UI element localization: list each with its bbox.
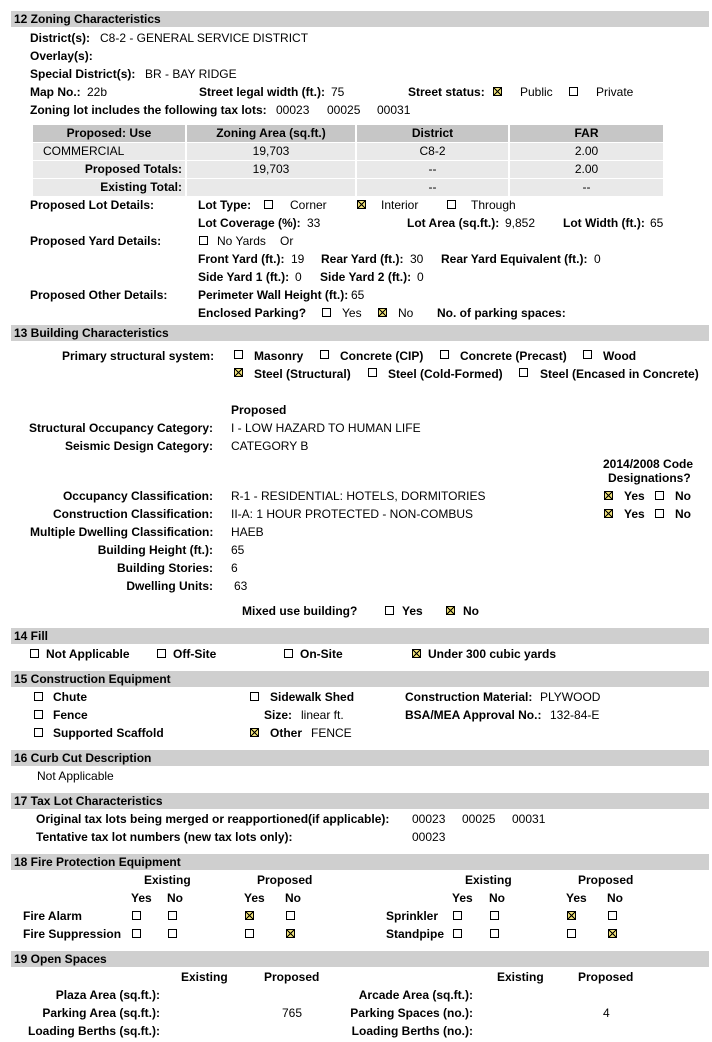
loading-berths-no-label: Loading Berths (no.): bbox=[351, 1024, 473, 1038]
suppression-proposed-yes[interactable] bbox=[245, 929, 254, 938]
open-existing-heading: Existing bbox=[497, 970, 544, 984]
table-header: District bbox=[357, 125, 508, 142]
section-header-tax-lot: 17 Tax Lot Characteristics bbox=[11, 793, 709, 809]
table-cell: Existing Total: bbox=[33, 179, 185, 196]
steel-cold-checkbox[interactable] bbox=[368, 368, 377, 377]
construction-yes-checkbox[interactable] bbox=[604, 509, 613, 518]
lot-details-label: Proposed Lot Details: bbox=[30, 198, 155, 212]
parking-spaces-label: Parking Spaces (no.): bbox=[350, 1006, 473, 1020]
corner-checkbox[interactable] bbox=[264, 200, 273, 209]
fire-suppression-label: Fire Suppression bbox=[23, 927, 122, 941]
rear-yard-eq-value: 0 bbox=[594, 252, 601, 266]
fire-alarm-label: Fire Alarm bbox=[23, 909, 82, 923]
original-lots-label: Original tax lots being merged or reapportioned(if applicable): bbox=[36, 812, 390, 826]
fence-checkbox[interactable] bbox=[34, 710, 43, 719]
section-header-construction-equipment: 15 Construction Equipment bbox=[11, 671, 709, 687]
through-label: Through bbox=[471, 198, 516, 212]
occupancy-no-checkbox[interactable] bbox=[655, 491, 664, 500]
private-label: Private bbox=[596, 85, 634, 99]
sidewalk-shed-checkbox[interactable] bbox=[250, 692, 259, 701]
construction-no-label: No bbox=[675, 507, 691, 521]
table-cell bbox=[187, 179, 355, 196]
occupancy-yes-label: Yes bbox=[624, 489, 645, 503]
yard-details-label: Proposed Yard Details: bbox=[30, 234, 162, 248]
table-header: FAR bbox=[510, 125, 663, 142]
cut-off-text bbox=[0, 0, 712, 6]
table-cell: -- bbox=[357, 179, 508, 196]
tax-lots-label: Zoning lot includes the following tax lots: bbox=[30, 103, 267, 117]
steel-structural-label: Steel (Structural) bbox=[254, 367, 351, 381]
steel-structural-checkbox[interactable] bbox=[234, 368, 243, 377]
section-header-open-spaces: 19 Open Spaces bbox=[11, 951, 709, 967]
sprinkler-label: Sprinkler bbox=[386, 909, 439, 923]
enclosed-yes-label: Yes bbox=[342, 306, 362, 320]
or-label: Or bbox=[280, 234, 294, 248]
parking-area-label: Parking Area (sq.ft.): bbox=[42, 1006, 160, 1020]
mixed-no-label: No bbox=[463, 604, 479, 618]
no-yards-checkbox[interactable] bbox=[199, 236, 208, 245]
interior-label: Interior bbox=[381, 198, 419, 212]
lot-coverage-label: Lot Coverage (%): bbox=[198, 216, 301, 230]
fire-no-heading: No bbox=[167, 891, 183, 905]
lot-area-value: 9,852 bbox=[505, 216, 536, 230]
perimeter-wall-label: Perimeter Wall Height (ft.): bbox=[198, 288, 349, 302]
side-yard-2-value: 0 bbox=[417, 270, 424, 284]
table-header: Zoning Area (sq.ft.) bbox=[187, 125, 355, 142]
tentative-lots-label: Tentative tax lot numbers (new tax lots only): bbox=[36, 830, 293, 844]
suppression-existing-no[interactable] bbox=[168, 929, 177, 938]
concrete-cip-checkbox[interactable] bbox=[320, 350, 329, 359]
fire-no-heading: No bbox=[489, 891, 505, 905]
wood-checkbox[interactable] bbox=[583, 350, 592, 359]
table-cell: COMMERCIAL bbox=[33, 143, 185, 160]
construction-class-label: Construction Classification: bbox=[52, 507, 213, 521]
suppression-proposed-no[interactable] bbox=[286, 929, 295, 938]
original-lot: 00025 bbox=[462, 812, 496, 826]
occupancy-value: R-1 - RESIDENTIAL: HOTELS, DORMITORIES bbox=[231, 489, 486, 503]
sprinkler-existing-no[interactable] bbox=[490, 911, 499, 920]
multiple-dwelling-value: HAEB bbox=[231, 525, 264, 539]
chute-label: Chute bbox=[53, 690, 87, 704]
table-cell: -- bbox=[510, 179, 663, 196]
other-checkbox[interactable] bbox=[250, 728, 259, 737]
construction-no-checkbox[interactable] bbox=[655, 509, 664, 518]
overlay-label: Overlay(s): bbox=[30, 49, 93, 63]
table-cell: C8-2 bbox=[357, 143, 508, 160]
original-lot: 00023 bbox=[412, 812, 446, 826]
open-existing-heading: Existing bbox=[181, 970, 228, 984]
fill-under300-label: Under 300 cubic yards bbox=[428, 647, 557, 661]
fire-yes-heading: Yes bbox=[452, 891, 473, 905]
seismic-label: Seismic Design Category: bbox=[64, 439, 213, 453]
fill-offsite-checkbox[interactable] bbox=[157, 649, 166, 658]
fill-under300-checkbox[interactable] bbox=[412, 649, 421, 658]
districts-label: District(s): bbox=[30, 31, 91, 45]
fence-label: Fence bbox=[53, 708, 88, 722]
masonry-label: Masonry bbox=[254, 349, 304, 363]
open-proposed-heading: Proposed bbox=[264, 970, 320, 984]
lot-type-label: Lot Type: bbox=[198, 198, 252, 212]
other-label: Other bbox=[270, 726, 303, 740]
plaza-area-label: Plaza Area (sq.ft.): bbox=[55, 988, 160, 1002]
rear-yard-label: Rear Yard (ft.): bbox=[321, 252, 404, 266]
bsa-approval-label: BSA/MEA Approval No.: bbox=[405, 708, 542, 722]
fire-proposed-heading: Proposed bbox=[578, 873, 634, 887]
fire-proposed-heading: Proposed bbox=[257, 873, 313, 887]
mixed-use-label: Mixed use building? bbox=[242, 604, 358, 618]
bsa-approval-value: 132-84-E bbox=[550, 708, 600, 722]
concrete-cip-label: Concrete (CIP) bbox=[340, 349, 424, 363]
lot-coverage-value: 33 bbox=[307, 216, 321, 230]
public-label: Public bbox=[520, 85, 553, 99]
standpipe-existing-yes[interactable] bbox=[453, 929, 462, 938]
alarm-existing-no[interactable] bbox=[168, 911, 177, 920]
enclosed-parking-label: Enclosed Parking? bbox=[198, 306, 307, 320]
other-details-label: Proposed Other Details: bbox=[30, 288, 168, 302]
section-header-curb-cut: 16 Curb Cut Description bbox=[11, 750, 709, 766]
construction-yes-label: Yes bbox=[624, 507, 645, 521]
fire-yes-heading: Yes bbox=[566, 891, 587, 905]
public-checkbox[interactable] bbox=[493, 87, 502, 96]
occupancy-label: Occupancy Classification: bbox=[62, 489, 213, 503]
no-yards-label: No Yards bbox=[217, 234, 266, 248]
section-header-building: 13 Building Characteristics bbox=[11, 325, 709, 341]
standpipe-label: Standpipe bbox=[386, 927, 445, 941]
parking-spaces-proposed: 4 bbox=[603, 1006, 610, 1020]
table-cell: 2.00 bbox=[510, 161, 663, 178]
alarm-proposed-no[interactable] bbox=[286, 911, 295, 920]
structural-occupancy-value: I - LOW HAZARD TO HUMAN LIFE bbox=[231, 421, 421, 435]
mixed-no-checkbox[interactable] bbox=[446, 606, 455, 615]
table-cell: Proposed Totals: bbox=[33, 161, 185, 178]
street-width-label: Street legal width (ft.): bbox=[199, 85, 325, 99]
rear-yard-value: 30 bbox=[410, 252, 424, 266]
fire-yes-heading: Yes bbox=[131, 891, 152, 905]
tax-lot: 00025 bbox=[327, 103, 361, 117]
enclosed-no-label: No bbox=[398, 306, 414, 320]
other-value: FENCE bbox=[311, 726, 352, 740]
private-checkbox[interactable] bbox=[569, 87, 578, 96]
rear-yard-eq-label: Rear Yard Equivalent (ft.): bbox=[441, 252, 588, 266]
loading-berths-sqft-label: Loading Berths (sq.ft.): bbox=[28, 1024, 160, 1038]
fill-na-checkbox[interactable] bbox=[30, 649, 39, 658]
code-designations-line1: 2014/2008 Code bbox=[603, 457, 694, 471]
table-cell: 19,703 bbox=[187, 161, 355, 178]
construction-material-value: PLYWOOD bbox=[540, 690, 601, 704]
structural-occupancy-label: Structural Occupancy Category: bbox=[28, 421, 213, 435]
occupancy-yes-checkbox[interactable] bbox=[604, 491, 613, 500]
special-district-label: Special District(s): bbox=[30, 67, 136, 81]
parking-area-proposed: 765 bbox=[282, 1006, 303, 1020]
street-status-label: Street status: bbox=[408, 85, 485, 99]
arcade-area-label: Arcade Area (sq.ft.): bbox=[358, 988, 473, 1002]
fire-existing-heading: Existing bbox=[144, 873, 191, 887]
section-header-fire-protection: 18 Fire Protection Equipment bbox=[11, 854, 709, 870]
map-value: 22b bbox=[87, 85, 108, 99]
fill-onsite-checkbox[interactable] bbox=[284, 649, 293, 658]
perimeter-wall-value: 65 bbox=[351, 288, 365, 302]
street-width-value: 75 bbox=[331, 85, 345, 99]
seismic-value: CATEGORY B bbox=[231, 439, 309, 453]
section-header-zoning: 12 Zoning Characteristics bbox=[11, 11, 709, 27]
multiple-dwelling-label: Multiple Dwelling Classification: bbox=[30, 525, 214, 539]
section-header-fill: 14 Fill bbox=[11, 628, 709, 644]
fire-no-heading: No bbox=[607, 891, 623, 905]
table-header: Proposed: Use bbox=[33, 125, 185, 142]
concrete-precast-label: Concrete (Precast) bbox=[460, 349, 567, 363]
building-height-label: Building Height (ft.): bbox=[97, 543, 213, 557]
code-designations-line2: Designations? bbox=[608, 471, 691, 485]
fill-offsite-label: Off-Site bbox=[173, 647, 217, 661]
fire-existing-heading: Existing bbox=[465, 873, 512, 887]
size-value: linear ft. bbox=[301, 708, 344, 722]
map-label: Map No.: bbox=[30, 85, 81, 99]
table-cell: 2.00 bbox=[510, 143, 663, 160]
suppression-existing-yes[interactable] bbox=[132, 929, 141, 938]
lot-area-label: Lot Area (sq.ft.): bbox=[407, 216, 500, 230]
fire-no-heading: No bbox=[285, 891, 301, 905]
size-label: Size: bbox=[264, 708, 293, 722]
corner-label: Corner bbox=[290, 198, 327, 212]
original-lot: 00031 bbox=[512, 812, 546, 826]
chute-checkbox[interactable] bbox=[34, 692, 43, 701]
interior-checkbox[interactable] bbox=[357, 200, 366, 209]
special-district-value: BR - BAY RIDGE bbox=[145, 67, 237, 81]
mixed-yes-label: Yes bbox=[402, 604, 423, 618]
lot-width-label: Lot Width (ft.): bbox=[563, 216, 645, 230]
fill-na-label: Not Applicable bbox=[46, 647, 130, 661]
sprinkler-existing-yes[interactable] bbox=[453, 911, 462, 920]
alarm-proposed-yes[interactable] bbox=[245, 911, 254, 920]
table-cell: -- bbox=[357, 161, 508, 178]
side-yard-1-value: 0 bbox=[295, 270, 302, 284]
construction-material-label: Construction Material: bbox=[405, 690, 533, 704]
mixed-yes-checkbox[interactable] bbox=[385, 606, 394, 615]
tentative-lot: 00023 bbox=[412, 830, 446, 844]
steel-encased-checkbox[interactable] bbox=[519, 368, 528, 377]
enclosed-yes-checkbox[interactable] bbox=[322, 308, 331, 317]
table-cell: 19,703 bbox=[187, 143, 355, 160]
masonry-checkbox[interactable] bbox=[234, 350, 243, 359]
alarm-existing-yes[interactable] bbox=[132, 911, 141, 920]
concrete-precast-checkbox[interactable] bbox=[440, 350, 449, 359]
side-yard-1-label: Side Yard 1 (ft.): bbox=[198, 270, 290, 284]
enclosed-no-checkbox[interactable] bbox=[378, 308, 387, 317]
through-checkbox[interactable] bbox=[447, 200, 456, 209]
building-stories-value: 6 bbox=[231, 561, 238, 575]
districts-value: C8-2 - GENERAL SERVICE DISTRICT bbox=[100, 31, 309, 45]
fire-yes-heading: Yes bbox=[244, 891, 265, 905]
occupancy-no-label: No bbox=[675, 489, 691, 503]
wood-label: Wood bbox=[603, 349, 637, 363]
sprinkler-proposed-no[interactable] bbox=[608, 911, 617, 920]
standpipe-proposed-yes[interactable] bbox=[567, 929, 576, 938]
scaffold-checkbox[interactable] bbox=[34, 728, 43, 737]
structural-system-label: Primary structural system: bbox=[62, 349, 215, 363]
fill-onsite-label: On-Site bbox=[300, 647, 343, 661]
building-stories-label: Building Stories: bbox=[117, 561, 213, 575]
sidewalk-shed-label: Sidewalk Shed bbox=[270, 690, 355, 704]
side-yard-2-label: Side Yard 2 (ft.): bbox=[320, 270, 412, 284]
construction-class-value: II-A: 1 HOUR PROTECTED - NON-COMBUS bbox=[231, 507, 474, 521]
standpipe-proposed-no[interactable] bbox=[608, 929, 617, 938]
front-yard-label: Front Yard (ft.): bbox=[198, 252, 285, 266]
sprinkler-proposed-yes[interactable] bbox=[567, 911, 576, 920]
standpipe-existing-no[interactable] bbox=[490, 929, 499, 938]
lot-width-value: 65 bbox=[650, 216, 664, 230]
proposed-heading: Proposed bbox=[231, 403, 287, 417]
front-yard-value: 19 bbox=[291, 252, 305, 266]
curb-cut-value: Not Applicable bbox=[37, 769, 114, 783]
scaffold-label: Supported Scaffold bbox=[53, 726, 164, 740]
steel-cold-label: Steel (Cold-Formed) bbox=[388, 367, 503, 381]
parking-spaces-label: No. of parking spaces: bbox=[437, 306, 566, 320]
tax-lot: 00031 bbox=[377, 103, 411, 117]
steel-encased-label: Steel (Encased in Concrete) bbox=[540, 367, 699, 381]
building-height-value: 65 bbox=[231, 543, 245, 557]
dwelling-units-value: 63 bbox=[234, 579, 248, 593]
open-proposed-heading: Proposed bbox=[578, 970, 634, 984]
dwelling-units-label: Dwelling Units: bbox=[126, 579, 213, 593]
tax-lot: 00023 bbox=[276, 103, 310, 117]
